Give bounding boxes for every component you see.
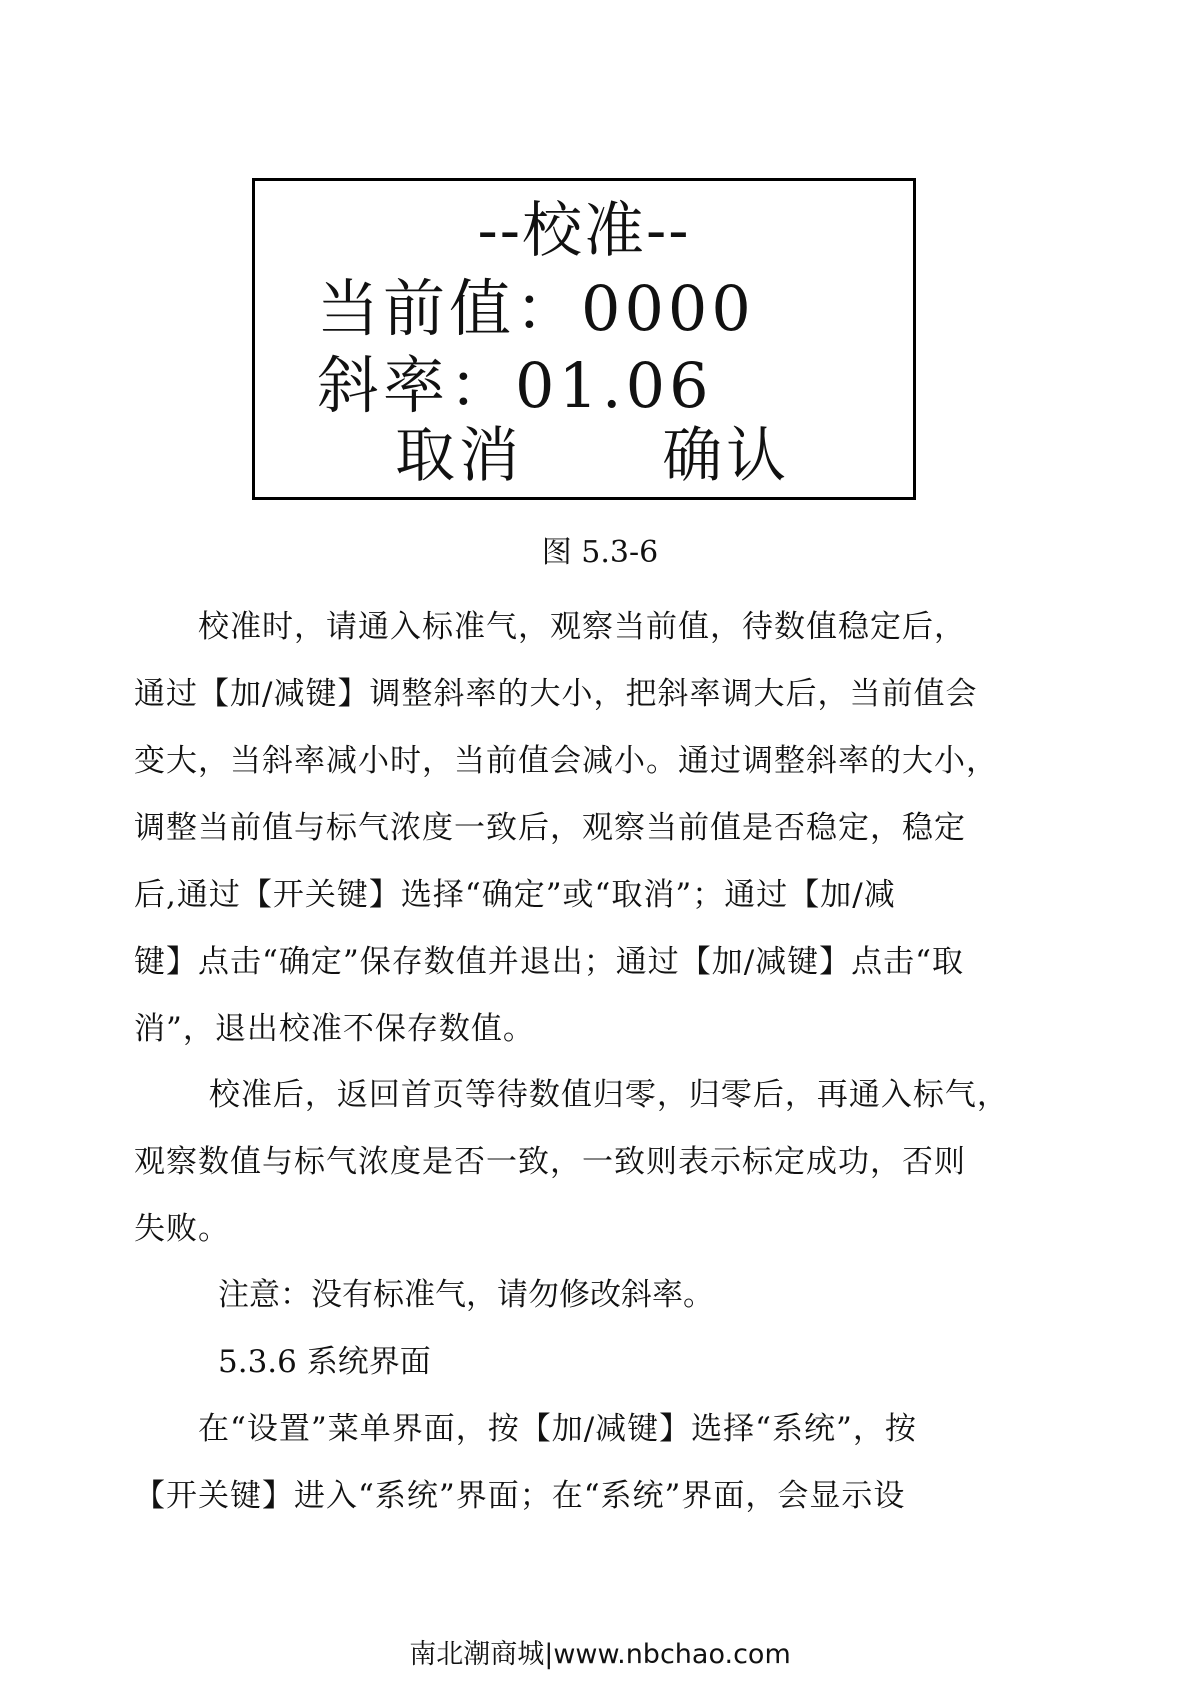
current-value-row: [317, 272, 755, 345]
text-line: 键】点击“确定”保存数值并退出；通过【加/减键】点击“取: [134, 944, 964, 980]
text-line: 后,通过【开关键】选择“确定”或“取消”；通过【加/减: [134, 877, 896, 913]
lcd-title: --校准--: [477, 196, 691, 266]
figure-caption: 图 5.3-6: [541, 535, 659, 570]
watermark-footer: 南北潮商城|www.nbchao.com: [409, 1639, 791, 1670]
system-interface-paragraph: [134, 1396, 1036, 1530]
text-line: 【开关键】进入“系统”界面；在“系统”界面，会显示设: [134, 1478, 906, 1514]
text-line: 失败。: [134, 1211, 230, 1247]
text-line: 在“设置”菜单界面，按【加/减键】选择“系统”，按: [134, 1411, 917, 1447]
text-line: 变大，当斜率减小时，当前值会减小。通过调整斜率的大小，: [134, 743, 998, 779]
slope-row: [317, 349, 713, 422]
text-line: 校准后，返回首页等待数值归零，归零后，再通入标气，: [134, 1077, 1009, 1113]
section-heading: 5.3.6 系统界面: [218, 1344, 431, 1380]
current-value-label: 当前值：: [317, 272, 582, 345]
lcd-confirm-option: 确认: [662, 421, 791, 491]
post-calibration-paragraph: [134, 1062, 1036, 1263]
text-line: 通过【加/减键】调整斜率的大小，把斜率调大后，当前值会: [134, 676, 978, 712]
current-value: 0000: [581, 272, 755, 345]
text-line: 观察数值与标气浓度是否一致，一致则表示标定成功，否则: [134, 1144, 966, 1180]
slope-value: 01.06: [515, 349, 713, 422]
lcd-cancel-option: 取消: [395, 421, 523, 491]
calibration-screen-figure: [252, 178, 916, 500]
lcd-button-row: [395, 423, 790, 489]
slope-label: 斜率：: [317, 349, 516, 422]
text-line: 校准时，请通入标准气，观察当前值，待数值稳定后，: [134, 609, 966, 645]
text-line: 消”，退出校准不保存数值。: [134, 1011, 535, 1047]
note-text: 注意：没有标准气，请勿修改斜率。: [218, 1277, 714, 1313]
calibration-instructions-paragraph: [134, 594, 1036, 1063]
text-line: 调整当前值与标气浓度一致后，观察当前值是否稳定，稳定: [134, 810, 966, 846]
